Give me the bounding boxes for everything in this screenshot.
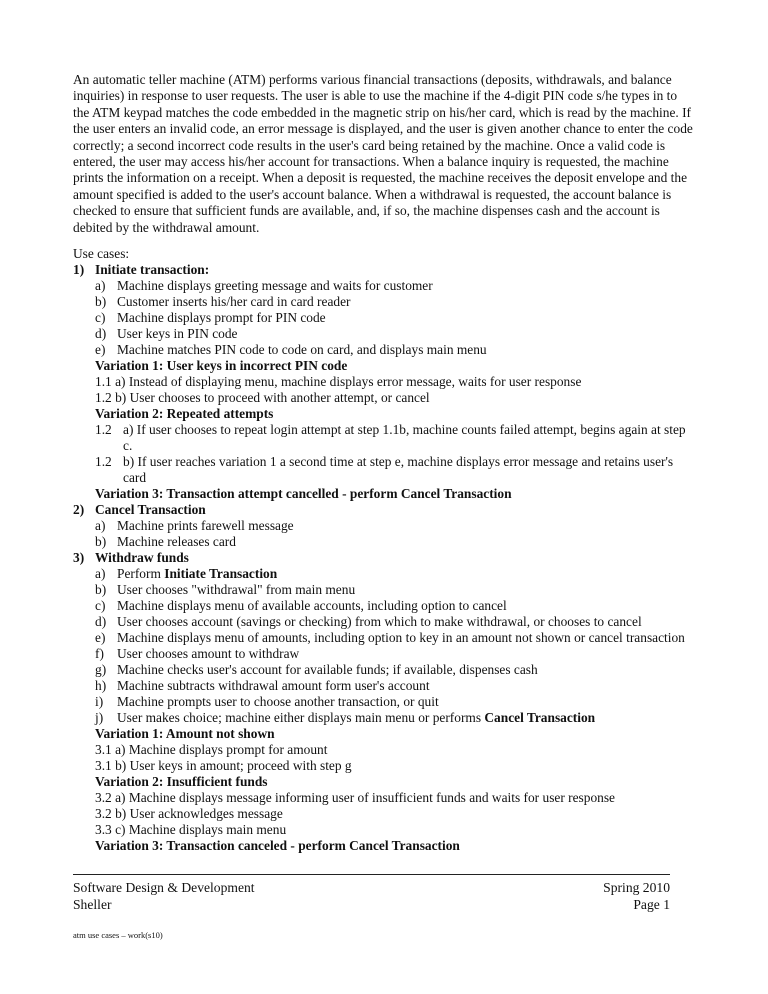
list-item: a) Machine displays greeting message and waits for customer xyxy=(95,278,433,294)
list-item: h) Machine subtracts withdrawal amount form user's account xyxy=(95,678,430,694)
variation-heading: Variation 2: Repeated attempts xyxy=(95,406,274,422)
variation-heading: Variation 2: Insufficient funds xyxy=(95,774,268,790)
section-withdraw-funds: 3) Withdraw funds xyxy=(73,550,189,566)
variation-step: 1.2 b) User chooses to proceed with another attempt, or cancel xyxy=(95,390,430,406)
list-item: a) Machine prints farewell message xyxy=(95,518,294,534)
list-item: f) User chooses amount to withdraw xyxy=(95,646,300,662)
variation-step: 1.2 a) If user chooses to repeat login attempt at step 1.1b, machine counts failed attempt, begins again at step c. xyxy=(95,422,686,454)
list-item: b) Customer inserts his/her card in card reader xyxy=(95,294,351,310)
section-cancel-transaction: 2) Cancel Transaction xyxy=(73,502,206,518)
variation-step: 3.2 b) User acknowledges message xyxy=(95,806,283,822)
footer-left xyxy=(73,879,255,913)
section-title: Cancel Transaction xyxy=(95,502,206,518)
variation-heading: Variation 1: Amount not shown xyxy=(95,726,275,742)
list-item: e) Machine displays menu of amounts, including option to key in an amount not shown or cancel transaction xyxy=(95,630,685,646)
list-item: a) Perform Initiate Transaction xyxy=(95,566,278,582)
variation-step: 1.2 b) If user reaches variation 1 a second time at step e, machine displays error message and retains user's card xyxy=(95,454,674,486)
list-item: g) Machine checks user's account for available funds; if available, dispenses cash xyxy=(95,662,538,678)
list-item: c) Machine displays prompt for PIN code xyxy=(95,310,326,326)
variation-step: 3.1 a) Machine displays prompt for amount xyxy=(95,742,328,758)
intro-paragraph: An automatic teller machine (ATM) performs various financial transactions (deposits, withdrawals, and balance inquiries) in response to user requests. The user is able to use the machine if the 4-digit PIN code s/he types in to the ATM keypad matches the code embedded in the magnetic strip on his/her card, which is read by the machine. If the user enters an invalid code, an error message is displayed, and the user is given another chance to enter the code correctly; a second incorrect code results in the user's card being retained by the machine. Once a valid code is entered, the user may access his/her account for transactions. When a balance inquiry is requested, the machine prints the information on a receipt. When a deposit is requested, the machine receives the deposit envelope and the amount specified is added to the user's account balance. When a withdrawal is requested, the account balance is checked to ensure that sufficient funds are available, and, if so, the machine dispenses cash and the account is debited by the withdrawal amount. xyxy=(73,72,693,235)
list-item: i) Machine prompts user to choose another transaction, or quit xyxy=(95,694,439,710)
footer-course: Software Design & Development xyxy=(73,880,255,895)
list-item: d) User chooses account (savings or checking) from which to make withdrawal, or chooses to cancel xyxy=(95,614,642,630)
variation-heading: Variation 3: Transaction attempt cancelled - perform Cancel Transaction xyxy=(95,486,512,502)
page-footer xyxy=(73,879,670,913)
footer-author: Sheller xyxy=(73,897,112,912)
list-item: d) User keys in PIN code xyxy=(95,326,238,342)
list-item: b) User chooses "withdrawal" from main menu xyxy=(95,582,356,598)
list-item: c) Machine displays menu of available accounts, including option to cancel xyxy=(95,598,507,614)
list-item: b) Machine releases card xyxy=(95,534,236,550)
footer-right xyxy=(603,879,670,913)
variation-step: 3.1 b) User keys in amount; proceed with step g xyxy=(95,758,352,774)
list-item: e) Machine matches PIN code to code on card, and displays main menu xyxy=(95,342,487,358)
use-cases-heading: Use cases: xyxy=(73,246,130,262)
variation-heading: Variation 1: User keys in incorrect PIN code xyxy=(95,358,348,374)
variation-heading: Variation 3: Transaction canceled - perform Cancel Transaction xyxy=(95,838,460,854)
footer-term: Spring 2010 xyxy=(603,880,670,895)
section-initiate-transaction: 1) Initiate transaction: xyxy=(73,262,210,278)
variation-step: 3.2 a) Machine displays message informing user of insufficient funds and waits for user response xyxy=(95,790,616,806)
variation-step: 3.3 c) Machine displays main menu xyxy=(95,822,287,838)
footer-divider xyxy=(73,874,670,875)
list-item: j) User makes choice; machine either displays main menu or performs Cancel Transaction xyxy=(95,710,596,726)
section-title: Withdraw funds xyxy=(95,550,189,566)
page-number: Page 1 xyxy=(633,897,670,912)
document-body xyxy=(73,72,695,854)
file-tag: atm use cases – work(s10) xyxy=(73,930,163,940)
variation-step: 1.1 a) Instead of displaying menu, machine displays error message, waits for user response xyxy=(95,374,582,390)
section-title: Initiate transaction: xyxy=(95,262,210,278)
